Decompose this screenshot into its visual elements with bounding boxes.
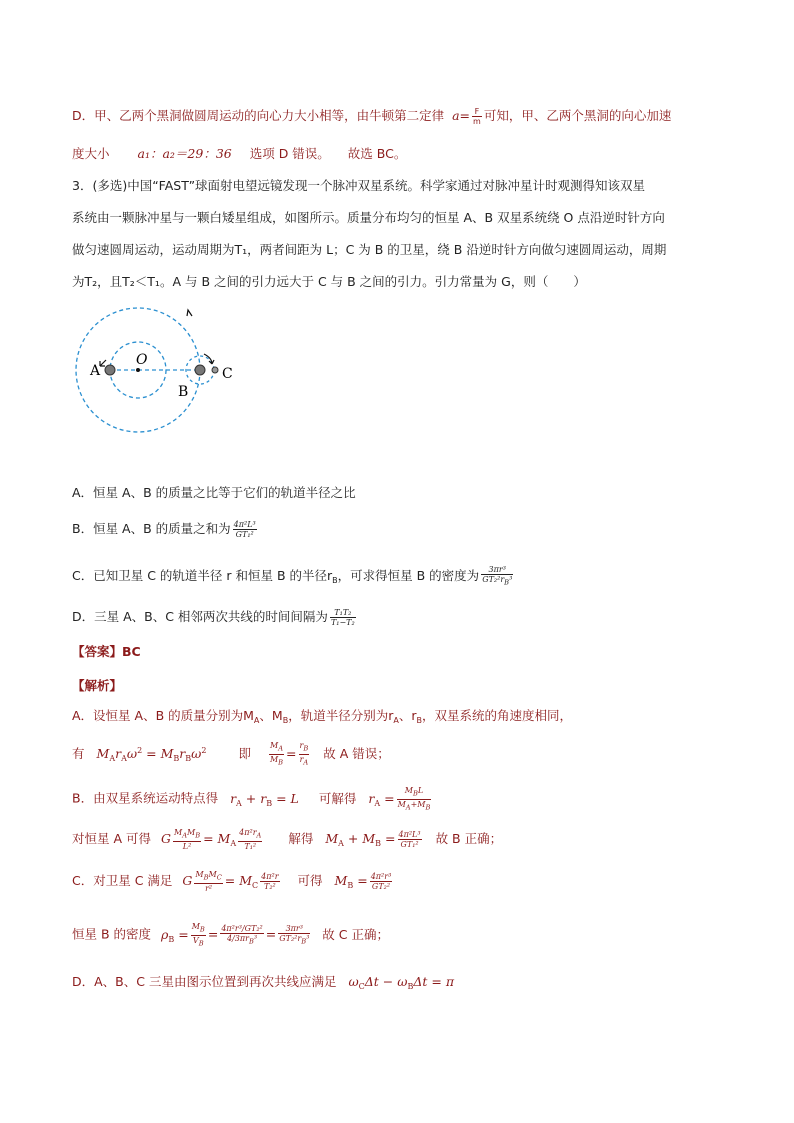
prev-option-d-line2: 度大小 a₁：a₂＝29：36 选项 D 错误。 故选 BC。 [72,146,407,161]
solution-c-line2: 恒星 B 的密度 $\rho_B$ = $\frac{M_B}{V_B}$ = $\frac{\text{4π²r³/GT₂²}}{4/3\pi r_B^3}$ = $\frac{\text{3πr³}}{GT_2^2r_B^3}$ 故 C 正确； [72,922,389,948]
question-3-line3: 做匀速圆周运动，运动周期为T₁，两者间距为 L；C 为 B 的卫星，绕 B 沿逆时针方向做匀速圆周运动，周期 [72,242,667,257]
arrow-large-orbit-icon [187,310,192,316]
solution-d-line1: D．A、B、C 三星由图示位置到再次共线应满足 $\omega_C\Delta t - \omega_B\Delta t = \pi$ [72,974,455,991]
analysis-label: 【解析】 [72,678,123,693]
arrow-c-icon [204,354,214,364]
answer-label: 【答案】BC [72,644,141,659]
option-c: C．已知卫星 C 的轨道半径 r 和恒星 B 的半径$r_B$，可求得恒星 B 的密度为 $\frac{\text{3πr³}}{GT_2^2r_B^3}$ [72,565,513,587]
prev-option-d-line1: D．甲、乙两个黑洞做圆周运动的向心力大小相等，由牛顿第二定律 a= $\frac{F}{m}$ 可知，甲、乙两个黑洞的向心加速 [72,107,672,126]
question-3-line1: 3．(多选)中国“FAST”球面射电望远镜发现一个脉冲双星系统。科学家通过对脉冲星计时观测得知该双星 [72,178,646,193]
satellite-c-icon [212,367,218,373]
label-a: A [90,363,101,379]
binary-star-diagram [72,302,252,442]
option-d: D．三星 A、B、C 相邻两次共线的时间间隔为 $\frac{\text{T₁T₂}}{\text{T₁−T₂}}$ [72,608,355,627]
center-o-dot [136,368,140,372]
solution-b-line1: B．由双星系统运动特点得 $r_A + r_B = L$ 可解得 $r_A$ = $\frac{M_BL}{M_A+M_B}$ [72,786,431,812]
solution-a-line1: A．设恒星 A、B 的质量分别为$M_A$、$M_B$，轨道半径分别为$r_A$、$r_B$，双星系统的角速度相同， [72,708,572,725]
solution-b-line2: 对恒星 A 可得 G $\frac{M_AM_B}{\text{L²}}$ = $M_A$ $\frac{4\pi^2r_A}{\text{T₁²}}$ 解得 $M_A + M_B$ = $\frac{\text{4π²L³}}{\text{GT₁²}}$ 故 B 正确； [72,828,503,851]
question-3-line2: 系统由一颗脉冲星与一颗白矮星组成，如图所示。质量分布均匀的恒星 A、B 双星系统绕 O 点沿逆时针方向 [72,210,665,225]
question-3-line4: 为T₂，且T₂＜T₁。A 与 B 之间的引力远大于 C 与 B 之间的引力。引力常量为 G，则（ ） [72,274,586,289]
solution-a-line2: 有 $M_Ar_A\omega^2 = M_Br_B\omega^2$ 即 $\frac{M_A}{M_B}$ = $\frac{r_B}{r_A}$ 故 A 错误； [72,741,390,767]
label-c: C [222,366,233,382]
arrow-a-icon [100,360,106,366]
option-b: B．恒星 A、B 的质量之和为 $\frac{\text{4π²L³}}{\text{GT₁²}}$ [72,520,256,539]
star-a-icon [105,365,115,375]
option-a: A．恒星 A、B 的质量之比等于它们的轨道半径之比 [72,485,356,500]
label-b: B [178,384,189,400]
star-b-icon [195,365,205,375]
solution-c-line1: C．对卫星 C 满足 G $\frac{M_BM_C}{\text{r²}}$ = $M_C$ $\frac{\text{4π²r}}{\text{T₂²}}$ 可得 $M_B$ = $\frac{\text{4π²r³}}{\text{GT₂²}}$ [72,870,392,893]
label-o: O [136,352,148,368]
